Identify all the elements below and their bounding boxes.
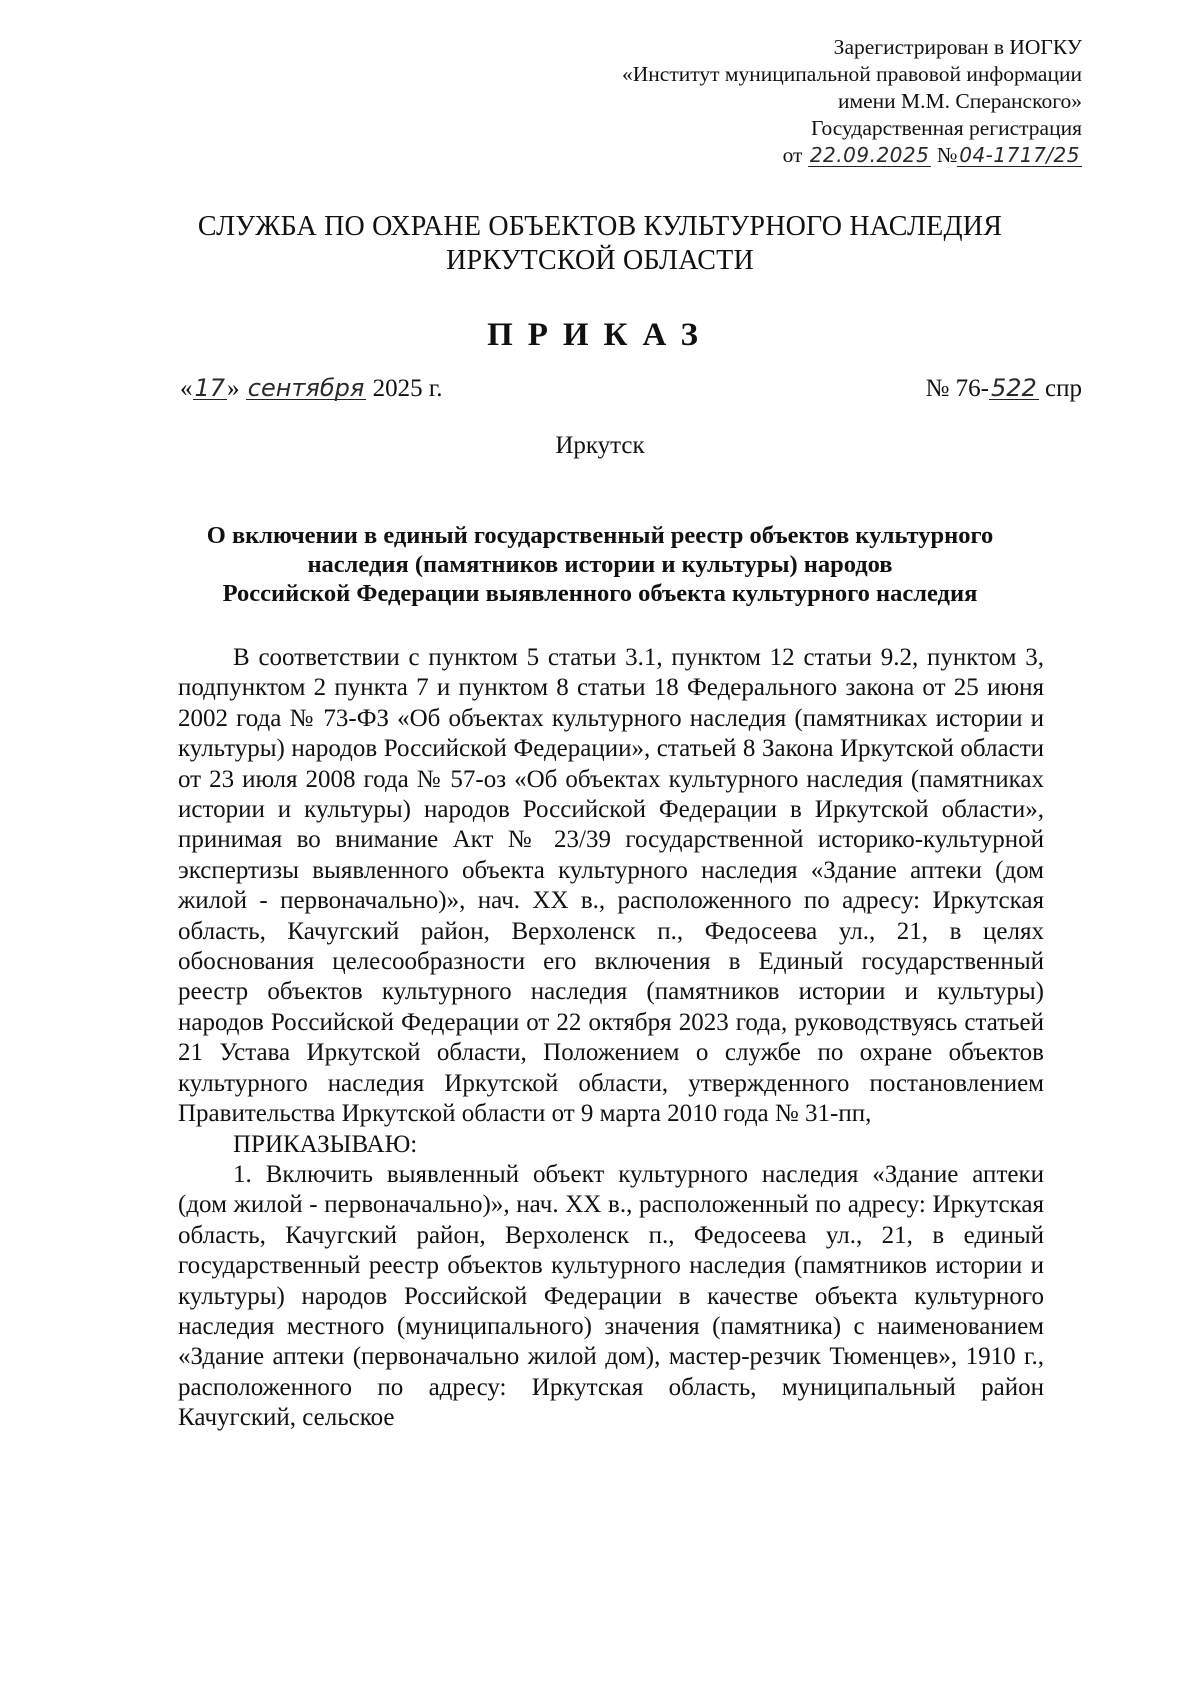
registration-stamp (522, 34, 1082, 169)
subject-line-3: Российской Федерации выявленного объекта культурного наследия (222, 580, 978, 607)
order-date (180, 373, 443, 405)
document-body (178, 643, 1044, 1434)
order-number-handwritten: 522 (990, 374, 1037, 402)
registration-line-2: «Институт муниципальной правовой информации (622, 62, 1082, 86)
order-year: 2025 г. (372, 375, 443, 402)
body-paragraph-preamble: В соответствии с пунктом 5 статьи 3.1, пунктом 12 статьи 9.2, пунктом 3, подпунктом 2 пункта 7 и пунктом 8 статьи 18 Федерального закона от 25 июня 2002 года № 73-ФЗ «Об объектах культурного наследия (памятниках истории и культуры) народов Российской Федерации», статьей 8 Закона Иркутской области от 23 июля 2008 года № 57-оз «Об объектах культурного наследия (памятниках истории и культуры) народов Российской Федерации в Иркутской области», принимая во внимание Акт № 23/39 государственной историко-культурной экспертизы выявленного объекта культурного наследия «Здание аптеки (дом жилой - первоначально)», нач. XX в., расположенного по адресу: Иркутская область, Качугский район, Верхоленск п., Федосеева ул., 21, в целях обоснования целесообразности его включения в Единый государственный реестр объектов культурного наследия (памятников истории и культуры) народов Российской Федерации от 22 октября 2023 года, руководствуясь статьей 21 Устава Иркутской области, Положением о службе по охране объектов культурного наследия Иркутской области, утвержденного постановлением Правительства Иркутской области от 9 марта 2010 года № 31-пп, (178, 644, 1044, 1128)
body-order-word: ПРИКАЗЫВАЮ: (233, 1130, 418, 1158)
order-number-prefix: № 76- (925, 375, 989, 402)
document-type-title: ПРИКАЗ (487, 317, 713, 353)
registration-line-3: имени М.М. Сперанского» (837, 89, 1082, 113)
registration-date-prefix: от (782, 143, 803, 167)
agency-name (0, 210, 1200, 278)
registration-number-prefix: № (936, 143, 958, 167)
order-number-suffix: спр (1045, 375, 1082, 402)
registration-number: 04-1717/25 (959, 143, 1080, 167)
date-close-quote: » (227, 375, 240, 402)
subject-line-2: наследия (памятников истории и культуры) народов (307, 551, 893, 578)
city-name: Иркутск (555, 432, 645, 459)
agency-line-2: ИРКУТСКОЙ ОБЛАСТИ (446, 245, 754, 276)
registration-date-number (522, 142, 1082, 169)
order-number (926, 373, 1082, 405)
subject-line-1: О включении в единый государственный реестр объектов культурного (206, 522, 994, 549)
registration-date: 22.09.2025 (809, 143, 930, 167)
order-month: сентября (247, 374, 365, 402)
agency-line-1: СЛУЖБА ПО ОХРАНЕ ОБЪЕКТОВ КУЛЬТУРНОГО НАСЛЕДИЯ (197, 211, 1003, 242)
order-subject (0, 521, 1200, 608)
order-day: 17 (194, 374, 226, 402)
body-paragraph-item-1: 1. Включить выявленный объект культурного наследия «Здание аптеки (дом жилой - первоначально)», нач. XX в., расположенный по адресу: Иркутская область, Качугский район, Верхоленск п., Федосеева ул., 21, в единый государственный реестр объектов культурного наследия (памятников истории и культуры) народов Российской Федерации в качестве объекта культурного наследия местного (муниципального) значения (памятника) с наименованием «Здание аптеки (первоначально жилой дом), мастер-резчик Тюменцев», 1910 г., расположенного по адресу: Иркутская область, муниципальный район Качугский, сельское (178, 1160, 1044, 1432)
registration-line-4: Государственная регистрация (810, 116, 1082, 140)
date-open-quote: « (180, 375, 193, 402)
registration-line-1: Зарегистрирован в ИОГКУ (833, 35, 1082, 59)
